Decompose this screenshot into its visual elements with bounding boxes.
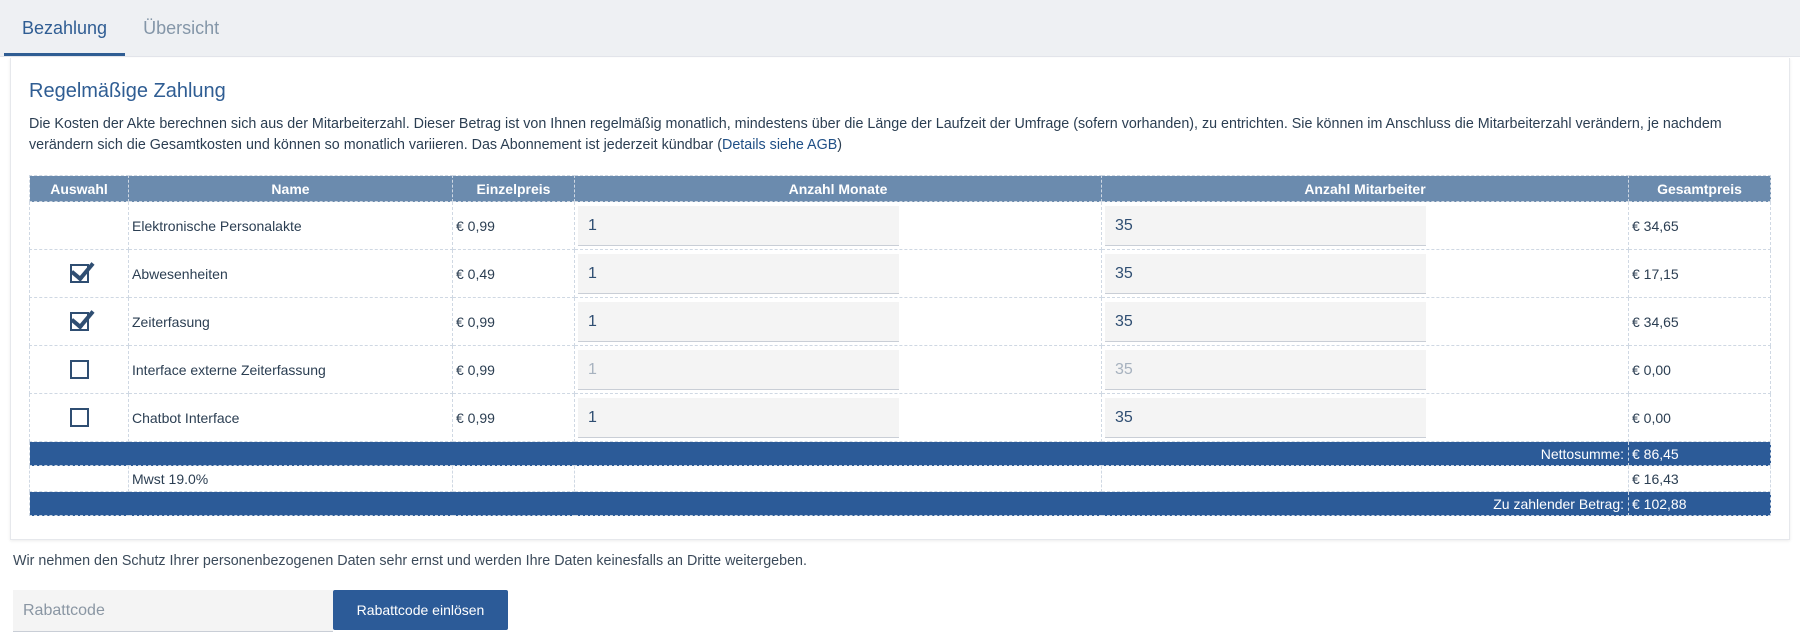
employees-input: 35	[1105, 350, 1426, 390]
select-cell	[30, 298, 129, 346]
table-header-row	[30, 176, 1771, 202]
vat-label: Mwst 19.0%	[129, 466, 453, 492]
col-header-anzahl-monate: Anzahl Monate	[575, 176, 1102, 202]
employees-input[interactable]: 35	[1105, 398, 1426, 438]
table-row	[30, 298, 1771, 346]
months-cell	[575, 202, 1102, 250]
employees-cell	[1102, 298, 1629, 346]
description-end: )	[837, 137, 842, 153]
table-row	[30, 346, 1771, 394]
checkbox-unchecked[interactable]	[70, 360, 89, 379]
col-header-gesamtpreis: Gesamtpreis	[1629, 176, 1771, 202]
months-cell	[575, 250, 1102, 298]
item-price: € 0,99	[453, 346, 575, 394]
tab-bar	[0, 0, 1800, 57]
payment-panel	[10, 58, 1790, 540]
employees-cell	[1102, 394, 1629, 442]
item-total: € 17,15	[1629, 250, 1771, 298]
table-row	[30, 394, 1771, 442]
vat-empty	[30, 466, 129, 492]
employees-input[interactable]: 35	[1105, 254, 1426, 294]
col-header-einzelpreis: Einzelpreis	[453, 176, 575, 202]
months-input[interactable]: 1	[578, 302, 899, 342]
table-row	[30, 202, 1771, 250]
select-cell	[30, 202, 129, 250]
months-input[interactable]: 1	[578, 398, 899, 438]
months-input[interactable]: 1	[578, 206, 899, 246]
months-input: 1	[578, 350, 899, 390]
select-cell	[30, 346, 129, 394]
redeem-coupon-button[interactable]: Rabattcode einlösen	[333, 590, 508, 630]
section-description	[29, 114, 1769, 156]
col-header-anzahl-mitarbeiter: Anzahl Mitarbeiter	[1102, 176, 1629, 202]
months-cell	[575, 298, 1102, 346]
select-cell	[30, 250, 129, 298]
item-name: Elektronische Personalakte	[129, 202, 453, 250]
col-header-name: Name	[129, 176, 453, 202]
description-text: Die Kosten der Akte berechnen sich aus der Mitarbeiterzahl. Dieser Betrag ist von Ihnen regelmäßig monatlich, mindestens über die Länge der Laufzeit der Umfrage (sofern vorhanden), zu entrichten. Sie können im Anschluss die Mitarbeiterzahl verändern, je nachdem verändern sich die Gesamtkosten und können so monatlich variieren. Das Abonnement ist jederzeit kündbar (	[29, 116, 1722, 153]
months-input[interactable]: 1	[578, 254, 899, 294]
item-name: Chatbot Interface	[129, 394, 453, 442]
total-value: € 102,88	[1629, 492, 1771, 516]
item-name: Abwesenheiten	[129, 250, 453, 298]
net-sum-label: Nettosumme:	[30, 442, 1629, 466]
section-title: Regelmäßige Zahlung	[29, 80, 226, 102]
total-label: Zu zahlender Betrag:	[30, 492, 1629, 516]
select-cell	[30, 394, 129, 442]
privacy-notice: Wir nehmen den Schutz Ihrer personenbezogenen Daten sehr ernst und werden Ihre Daten keinesfalls an Dritte weitergeben.	[13, 553, 807, 569]
coupon-input[interactable]: Rabattcode	[13, 590, 333, 632]
pricing-table	[29, 175, 1771, 516]
total-row	[30, 492, 1771, 516]
tab-uebersicht[interactable]: Übersicht	[143, 18, 220, 38]
employees-cell	[1102, 250, 1629, 298]
vat-empty	[453, 466, 575, 492]
item-total: € 34,65	[1629, 298, 1771, 346]
net-sum-value: € 86,45	[1629, 442, 1771, 466]
item-total: € 0,00	[1629, 346, 1771, 394]
employees-cell	[1102, 202, 1629, 250]
employees-input[interactable]: 35	[1105, 302, 1426, 342]
item-price: € 0,49	[453, 250, 575, 298]
item-total: € 0,00	[1629, 394, 1771, 442]
col-header-auswahl: Auswahl	[30, 176, 129, 202]
tab-bezahlung[interactable]: Bezahlung	[4, 0, 125, 56]
vat-empty	[575, 466, 1102, 492]
table-row	[30, 250, 1771, 298]
item-total: € 34,65	[1629, 202, 1771, 250]
item-price: € 0,99	[453, 202, 575, 250]
agb-link[interactable]: Details siehe AGB	[722, 137, 838, 153]
vat-row	[30, 466, 1771, 492]
vat-value: € 16,43	[1629, 466, 1771, 492]
net-sum-row	[30, 442, 1771, 466]
checkbox-unchecked[interactable]	[70, 408, 89, 427]
checkbox-checked[interactable]	[70, 312, 89, 331]
employees-input[interactable]: 35	[1105, 206, 1426, 246]
item-price: € 0,99	[453, 298, 575, 346]
item-price: € 0,99	[453, 394, 575, 442]
months-cell	[575, 346, 1102, 394]
item-name: Interface externe Zeiterfassung	[129, 346, 453, 394]
checkbox-checked[interactable]	[70, 264, 89, 283]
months-cell	[575, 394, 1102, 442]
employees-cell	[1102, 346, 1629, 394]
vat-empty	[1102, 466, 1629, 492]
item-name: Zeiterfasung	[129, 298, 453, 346]
